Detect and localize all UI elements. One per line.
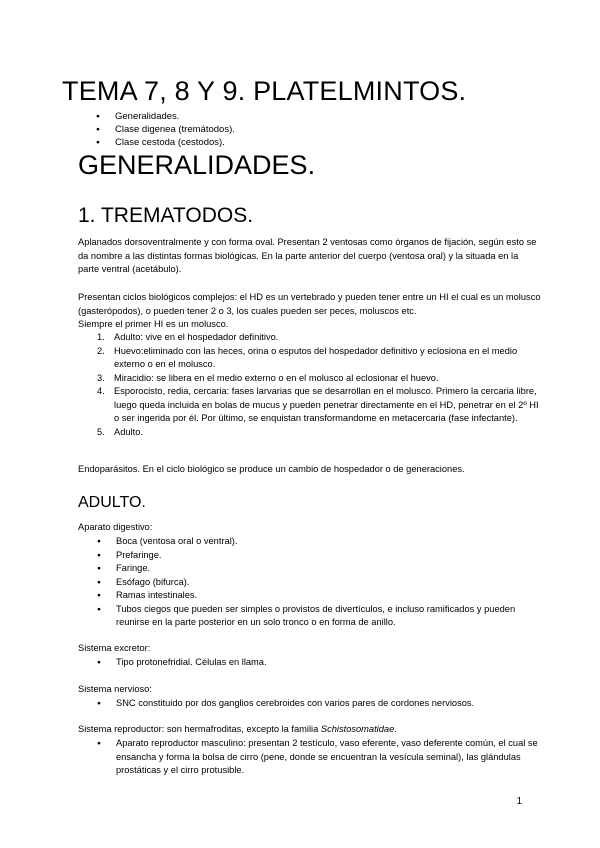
toc-item: ● Generalidades. bbox=[96, 110, 235, 123]
list-item bbox=[97, 426, 543, 440]
excretory-list bbox=[97, 656, 543, 670]
toc-item: ● Clase digenea (tremátodos). bbox=[96, 123, 235, 136]
heading-adulto: ADULTO. bbox=[78, 494, 146, 511]
list-number: 5. bbox=[97, 426, 105, 437]
paragraph-endoparasites: Endoparásitos. En el ciclo biológico se produce un cambio de hospedador o de generaciones. bbox=[78, 464, 465, 474]
heading-generalidades: GENERALIDADES. bbox=[78, 150, 316, 180]
digestive-list bbox=[97, 535, 543, 630]
list-item bbox=[97, 372, 543, 386]
section-label-reproductor bbox=[78, 723, 397, 736]
list-item: ● Prefaringe. bbox=[97, 549, 543, 563]
page-number: 1 bbox=[516, 796, 522, 807]
list-number: 2. bbox=[97, 345, 105, 356]
paragraph-first-host: Siempre el primer HI es un molusco. bbox=[78, 319, 229, 329]
reproductor-label: Sistema reproductor: son hermafroditas, excepto la familia bbox=[78, 724, 321, 734]
page-title: TEMA 7, 8 Y 9. PLATELMINTOS. bbox=[62, 76, 467, 106]
list-number: 3. bbox=[97, 372, 105, 383]
list-text: Miracidio: se libera en el medio externo o en el molusco al eclosionar el huevo. bbox=[114, 372, 439, 383]
list-text: Esporocisto, redia, cercaria: fases larvarias que se desarrollan en el molusco. Primero la cercaria libre, luego queda incluida en bolas de mucus y pueden penetrar directamente en el HD, penetrar en el 2º HI o ser ingerida por él. Por último, se enquistan transformandome en metacercaria (fase infectante). bbox=[114, 386, 539, 423]
list-item: ● Faringe. bbox=[97, 562, 543, 576]
list-text: Adulto: vive en el hospedador definitivo. bbox=[114, 332, 279, 342]
reproductor-label-end: . bbox=[394, 724, 397, 734]
list-text: Huevo:eliminado con las heces, orina o esputos del hospedador definitivo y eclosiona en el medio externo o en el molusco. bbox=[114, 345, 518, 369]
paragraph-description: Aplanados dorsoventralmente y con forma oval. Presentan 2 ventosas como órganos de fijación, según esto se da nombre a las distintas formas biológicas. En la parte anterior del cuerpo (ventosa oral) y la situada en la parte ventral (acetábulo). bbox=[78, 237, 537, 274]
list-item: ● Ramas intestinales. bbox=[97, 589, 543, 603]
section-label-nervioso: Sistema nervioso: bbox=[78, 684, 152, 694]
list-text: Adulto. bbox=[114, 426, 143, 437]
list-item: ● Esófago (bifurca). bbox=[97, 576, 543, 590]
list-number: 4. bbox=[97, 386, 105, 396]
section-label-digestivo: Aparato digestivo: bbox=[78, 522, 153, 532]
list-item: ● Aparato reproductor masculino: presentan 2 testículo, vaso eferente, vaso deferente común, el cual se ensancha y forma la bolsa de cirro (pene, donde se encuentran la vesícula seminal), las glándulas prostáticas y el cirro protusible. bbox=[97, 737, 543, 778]
reproductive-list bbox=[97, 737, 543, 778]
list-item bbox=[97, 345, 543, 372]
life-cycle-list bbox=[97, 331, 543, 439]
list-item bbox=[97, 385, 543, 426]
table-of-contents bbox=[96, 110, 235, 149]
list-item: ● SNC constituido por dos ganglios cerebroides con varios pares de cordones nerviosos. bbox=[97, 697, 543, 711]
list-number: 1. bbox=[97, 332, 105, 342]
paragraph-life-cycle: Presentan ciclos biológicos complejos: el HD es un vertebrado y pueden tener entre un HI el cual es un molusco (gasterópodos), o pueden tener 2 o 3, los cuales pueden ser peces, moluscos etc. bbox=[78, 292, 541, 316]
section-label-excretor: Sistema excretor: bbox=[78, 643, 151, 653]
nervous-list bbox=[97, 697, 543, 711]
list-item: ● Tipo protonefridial. Células en llama. bbox=[97, 656, 543, 670]
list-item: ● Tubos ciegos que pueden ser simples o provistos de divertículos, e incluso ramificados y pueden reunirse en la parte posterior en un solo tronco o en forma de anillo. bbox=[97, 603, 543, 630]
list-item bbox=[97, 331, 543, 345]
list-item: ● Boca (ventosa oral o ventral). bbox=[97, 535, 543, 549]
reproductor-family: Schistosomatidae bbox=[320, 724, 395, 734]
toc-item: ● Clase cestoda (cestodos). bbox=[96, 136, 235, 149]
heading-trematodos: 1. TREMATODOS. bbox=[78, 204, 254, 227]
